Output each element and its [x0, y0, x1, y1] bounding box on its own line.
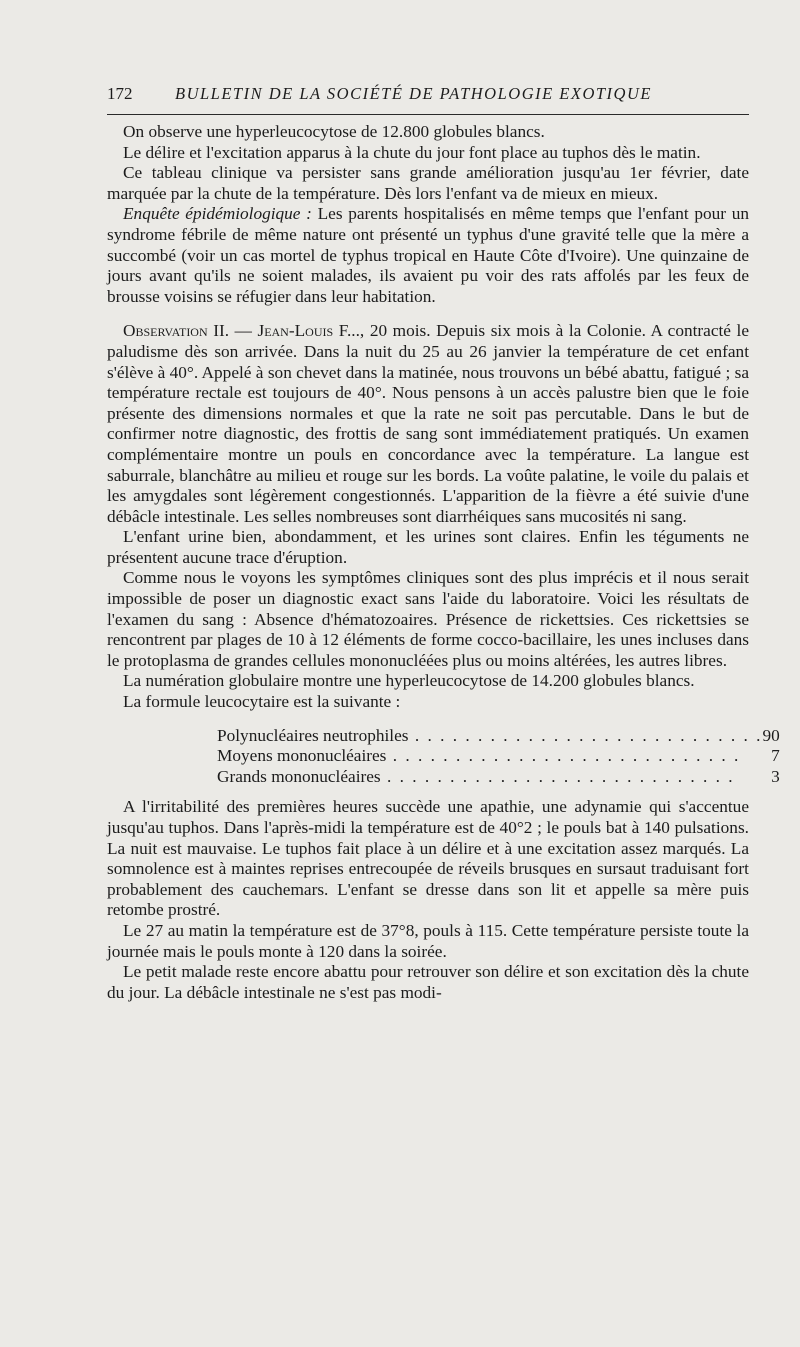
enquete-text: Les parents hospitalisés en même temps que l'enfant pour un syndrome fébrile de même nature ont présenté un typhus d'une gravité telle que la mère a succombé (voir un cas mortel de typhus tropical en Haute Côte d'Ivoire). Une quinzaine de jours avant qu'ils ne soient malades, ils avaient pu voir des rats affolés par les feux de brousse voisins se réfugier dans leur habitation.: [107, 204, 749, 306]
paragraph-27-matin: Le 27 au matin la température est de 37°8, pouls à 115. Cette température persiste toute la journée mais le pouls monte à 120 dans la soirée.: [107, 920, 749, 961]
running-title: BULLETIN DE LA SOCIÉTÉ DE PATHOLOGIE EXOTIQUE: [175, 84, 652, 103]
paragraph-apathie: A l'irritabilité des premières heures succède une apathie, une adynamie qui s'accentue jusqu'au tuphos. Dans l'après-midi la température est de 40°2 ; le pouls bat à 140 pulsations. La nuit est mauvaise. Le tuphos fait place à un délire et à une excitation assez marqués. La somnolence est à maintes reprises entrecoupée de réveils brusques en sursaut traduisant fort probablement des cauchemars. L'enfant se dresse dans son lit et appelle sa mère puis retombe prostré.: [107, 797, 749, 920]
paragraph-urine: L'enfant urine bien, abondamment, et les urines sont claires. Enfin les téguments ne présentent aucune trace d'éruption.: [107, 527, 749, 567]
paragraph-petit-malade: Le petit malade reste encore abattu pour retrouver son délire et son excitation dès la chute du jour. La débâcle intestinale ne s'est pas modi-: [107, 962, 749, 1002]
section-gap: [107, 307, 749, 321]
formula-value: 90: [762, 725, 780, 745]
formula-value: 7: [771, 746, 780, 766]
formula-value: 3: [771, 766, 780, 786]
paragraph-tableau-clinique: Ce tableau clinique va persister sans grande amélioration jusqu'au 1er février, date marquée par la chute de la température. Dès lors l'enfant va de mieux en mieux.: [107, 163, 749, 203]
paragraph-observation-2: [107, 321, 749, 527]
observation-heading: Observation II. — Jean-Louis F...,: [123, 321, 365, 341]
paragraph-enquete: [107, 204, 749, 307]
formula-label: Grands mononucléaires . . .: [217, 767, 762, 788]
paragraph-numeration: La numération globulaire montre une hyperleucocytose de 14.200 globules blancs.: [123, 671, 695, 691]
table-row: [217, 746, 780, 767]
paragraph-formule-intro: La formule leucocytaire est la suivante :: [123, 692, 401, 712]
table-row: [217, 726, 780, 747]
formula-label: Moyens mononucléaires . . .: [217, 746, 762, 767]
page-header: [107, 84, 749, 108]
table-row: [217, 767, 780, 788]
page-number: 172: [107, 84, 133, 103]
formula-label: Polynucléaires neutrophiles . . .: [217, 726, 762, 747]
paragraph-laboratoire: Comme nous le voyons les symptômes cliniques sont des plus imprécis et il nous serait impossible de poser un diagnostic exact sans l'aide du laboratoire. Voici les résultats de l'examen du sang : Absence d'hématozoaires. Présence de rickettsies. Ces rickettsies se rencontrent par plages de 10 à 12 éléments de forme cocco-bacillaire, les unes incluses dans le protoplasma de grandes cellules mononucléées plus ou moins altérées, les autres libres.: [107, 568, 749, 670]
enquete-heading: Enquête épidémiologique :: [123, 204, 312, 224]
leukocyte-formula-table: [217, 726, 780, 788]
paragraph-delire: Le délire et l'excitation apparus à la chute du jour font place au tuphos dès le matin.: [123, 142, 701, 162]
observation-text: 20 mois. Depuis six mois à la Colonie. A contracté le paludisme dès son arrivée. Dans la nuit du 25 au 26 janvier la température de cet enfant s'élève à 40°. Appelé à son chevet dans la matinée, nous trouvons un bébé abattu, fatigué ; sa température rectale est toujours de 40°. Nous pensons à un accès palustre bien que le foie présente des dimensions normales et que la rate ne soit pas percutable. Dans le but de confirmer notre diagnostic, des frottis de sang sont immédiatement pratiqués. Un examen complémentaire montre un pouls en concordance avec la température. La langue est saburrale, blanchâtre au milieu et rouge sur les bords. La voûte palatine, le voile du palais et les amygdales sont légèrement congestionnés. L'apparition de la fièvre a été suivie d'une débâcle intestinale. Les selles nombreuses sont diarrhéiques sans mucosités ni sang.: [107, 321, 750, 526]
paragraph-hyperleucocytose: On observe une hyperleucocytose de 12.800 globules blancs.: [123, 122, 545, 141]
body-text: [107, 122, 780, 1003]
header-rule: [107, 114, 749, 115]
